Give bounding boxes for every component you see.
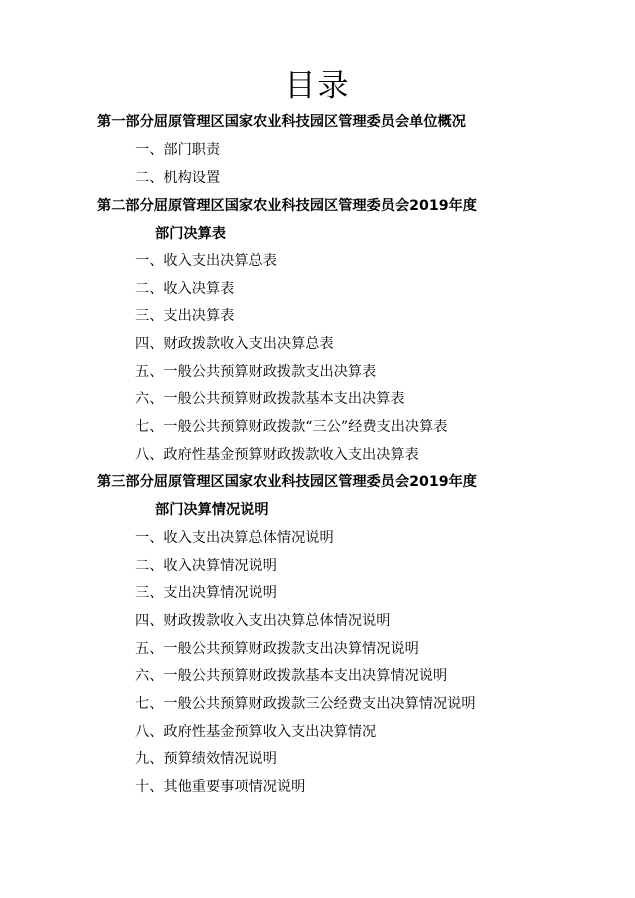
part-3-item-3: 三、支出决算情况说明 xyxy=(135,585,277,601)
part-3-item-5: 五、一般公共预算财政拨款支出决算情况说明 xyxy=(135,641,419,657)
part-2-item-3: 三、支出决算表 xyxy=(135,308,235,324)
part-3-item-10: 十、其他重要事项情况说明 xyxy=(135,779,306,795)
part-2-heading: 第二部分屈原管理区国家农业科技园区管理委员会2019年度 xyxy=(97,198,477,214)
part-2-item-6: 六、一般公共预算财政拨款基本支出决算表 xyxy=(135,391,405,407)
part-1-item-2: 二、机构设置 xyxy=(135,170,221,186)
part-2-item-2: 二、收入决算表 xyxy=(135,281,235,297)
part-2-item-5: 五、一般公共预算财政拨款支出决算表 xyxy=(135,364,377,380)
part-2-heading-continued: 部门决算表 xyxy=(155,226,226,242)
part-1-heading: 第一部分屈原管理区国家农业科技园区管理委员会单位概况 xyxy=(97,114,466,130)
part-2-item-4: 四、财政拨款收入支出决算总表 xyxy=(135,336,334,352)
part-3-item-7: 七、一般公共预算财政拨款三公经费支出决算情况说明 xyxy=(135,696,476,712)
part-3-item-4: 四、财政拨款收入支出决算总体情况说明 xyxy=(135,613,391,629)
part-3-item-9: 九、预算绩效情况说明 xyxy=(135,751,277,767)
part-3-heading-continued: 部门决算情况说明 xyxy=(155,502,269,518)
part-3-item-6: 六、一般公共预算财政拨款基本支出决算情况说明 xyxy=(135,668,448,684)
part-2-item-7: 七、一般公共预算财政拨款“三公”经费支出决算表 xyxy=(135,419,448,435)
part-3-item-1: 一、收入支出决算总体情况说明 xyxy=(135,530,334,546)
part-3-item-8: 八、政府性基金预算收入支出决算情况 xyxy=(135,724,377,740)
part-3-heading: 第三部分屈原管理区国家农业科技园区管理委员会2019年度 xyxy=(97,474,477,490)
part-2-item-1: 一、收入支出决算总表 xyxy=(135,253,277,269)
part-3-item-2: 二、收入决算情况说明 xyxy=(135,558,277,574)
part-1-item-1: 一、部门职责 xyxy=(135,142,221,158)
page-title: 目录 xyxy=(284,68,351,104)
part-2-item-8: 八、政府性基金预算财政拨款收入支出决算表 xyxy=(135,447,419,463)
